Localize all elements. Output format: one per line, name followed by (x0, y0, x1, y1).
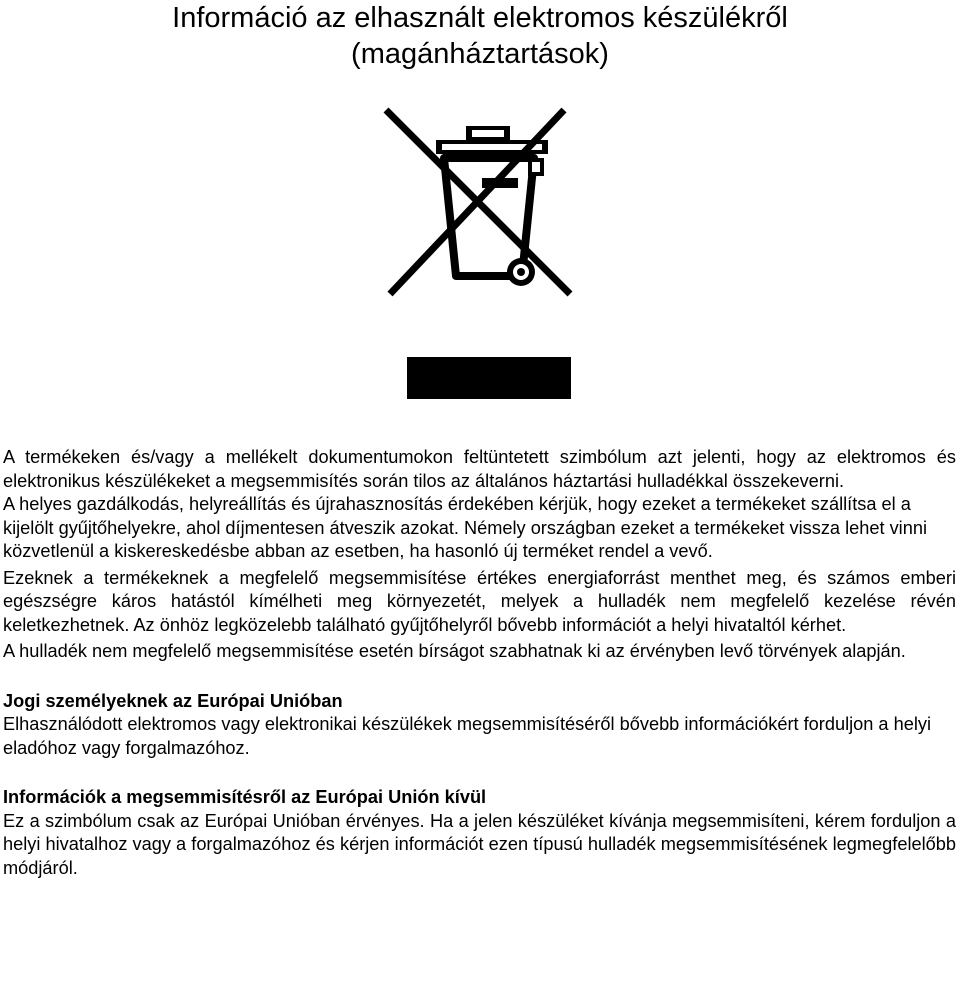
title-line-2: (magánháztartások) (351, 38, 609, 70)
paragraph-collection-points: A helyes gazdálkodás, helyreállítás és újrahasznosítás érdekében kérjük, hogy ezeket a termékeket szállítsa el a kijelölt gyűjtőhelyekre, ahol díjmentesen átveszik azokat. Némely országban ezeket a termékeket vissza lehet vinni közvetlenül a kiskereskedésbe abban az esetben, ha hasonló új terméket rendel a vevő. (3, 494, 927, 561)
section-heading-eu-business: Jogi személyeknek az Európai Unióban (3, 690, 343, 711)
section-text-outside-eu: Ez a szimbólum csak az Európai Unióban érvényes. Ha a jelen készüléket kívánja megsemmisíteni, kérem forduljon a helyi hivatalhoz vagy a forgalmazóhoz és kérjen információt ezen típusú hulladék megsemmisítésének legmegfelelőbb módjáról. (3, 810, 956, 878)
title-line-1: Információ az elhasznált elektromos készülékről (172, 2, 788, 34)
paragraph-fines: A hulladék nem megfelelő megsemmisítése esetén bírságot szabhatnak ki az érvényben levő törvények alapján. (3, 641, 906, 661)
weee-black-bar (407, 357, 571, 399)
crossed-out-wheeled-bin-icon (380, 100, 580, 300)
section-heading-outside-eu: Információk a megsemmisítésről az Európai Unión kívül (3, 787, 487, 807)
section-text-eu-business: Elhasználódott elektromos vagy elektronikai készülékek megsemmisítéséről bővebb információkért forduljon a helyi eladóhoz vagy forgalmazóhoz. (3, 714, 932, 758)
body-text (3, 446, 956, 880)
page-title (0, 0, 960, 72)
paragraph-symbol-meaning: A termékeken és/vagy a mellékelt dokumentumokon feltüntetett szimbólum azt jelenti, hogy az elektromos és elektronikus készülékeket a megsemmisítés során tilos az általános háztartási hulladékkal összekeverni. (3, 447, 956, 491)
paragraph-benefits: Ezeknek a termékeknek a megfelelő megsemmisítése értékes energiaforrást menthet meg, és számos emberi egészségre káros hatástól kímélheti meg környezetét, melyek a hulladék nem megfelelő kezelése révén keletkezhetnek. Az önhöz legközelebb található gyűjtőhelyről bővebb információt a helyi hivataltól kérhet. (3, 567, 956, 635)
